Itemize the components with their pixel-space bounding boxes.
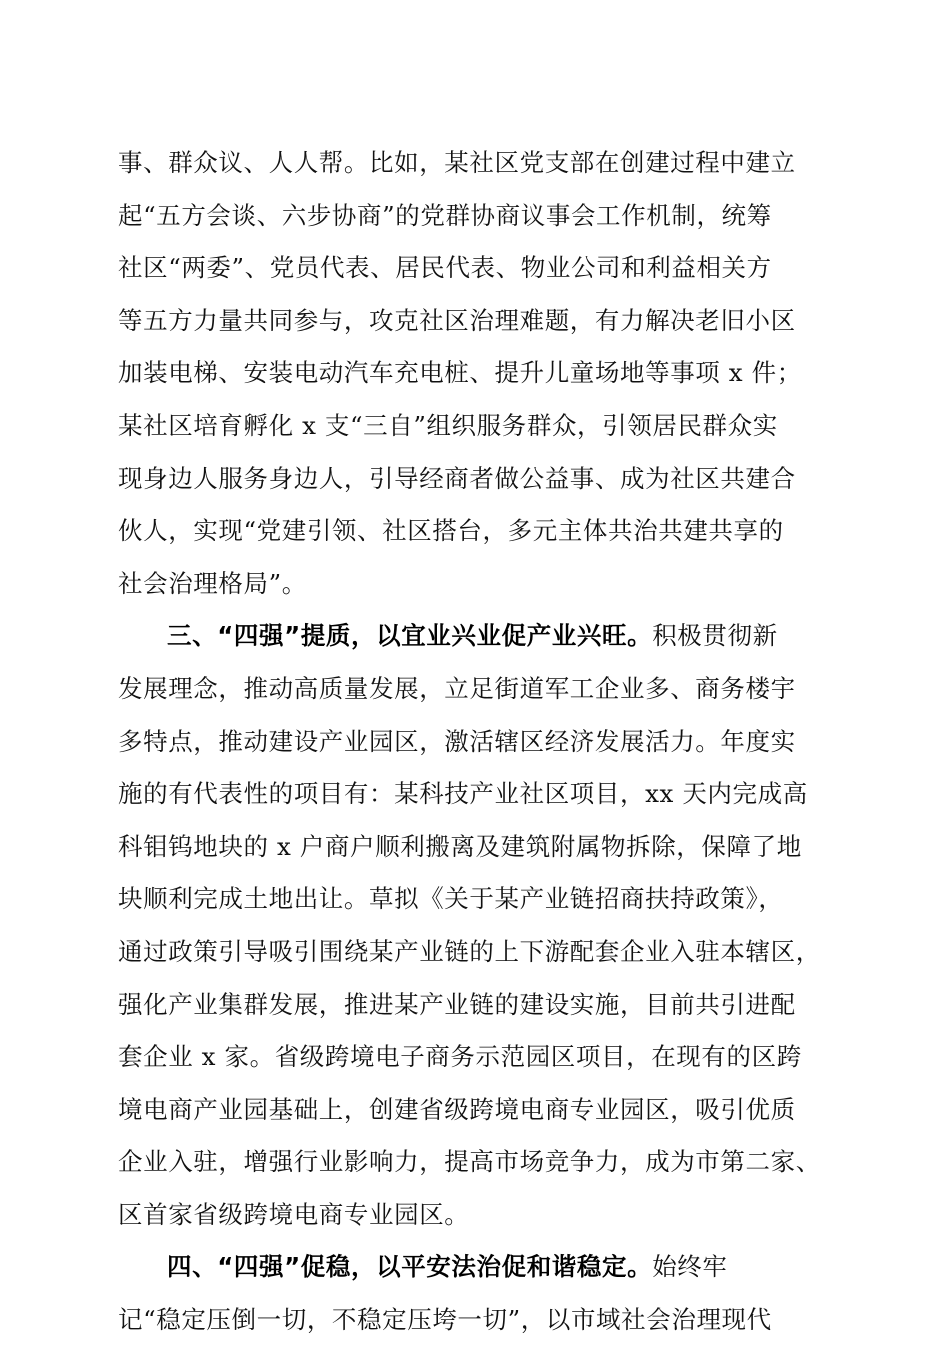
text-line: 伙人，实现“党建引领、社区搭台，多元主体共治共建共享的 [118,516,784,546]
text-line: 境电商产业园基础上，创建省级跨境电商专业园区，吸引优质 [118,1094,796,1124]
text-line: 施的有代表性的项目有：某科技产业社区项目，xx 天内完成高 [118,779,808,809]
text-line: 现身边人服务身边人，引导经商者做公益事、成为社区共建合 [118,463,796,493]
section-4-first-line [118,1241,838,1294]
text-line: 事、群众议、人人帮。比如，某社区党支部在创建过程中建立 [118,148,796,177]
section-3-first-line-text: 积极贯彻新 [652,621,778,651]
text-line: 起“五方会谈、六步协商”的党群协商议事会工作机制，统筹 [118,200,772,230]
text-line: 等五方力量共同参与，攻克社区治理难题，有力解决老旧小区 [118,305,796,335]
text-line: 套企业 x 家。省级跨境电子商务示范园区项目，在现有的区跨 [118,1042,802,1072]
section-3-first-line [118,610,838,663]
text-line: 企业入驻，增强行业影响力，提高市场竞争力，成为市第二家、 [118,1147,821,1177]
text-line: 多特点，推动建设产业园区，激活辖区经济发展活力。年度实 [118,726,796,756]
text-line: 区首家省级跨境电商专业园区。 [118,1199,470,1229]
text-line: 社区“两委”、党员代表、居民代表、物业公司和利益相关方 [118,253,772,283]
text-line: 科钼钨地块的 x 户商户顺利搬离及建筑附属物拆除，保障了地 [118,831,802,861]
text-line: 某社区培育孵化 x 支“三自”组织服务群众，引领居民群众实 [118,410,778,440]
text-line: 社会治理格局”。 [118,568,307,598]
section-4-first-line-text: 始终牢 [652,1252,728,1282]
text-line: 通过政策引导吸引围绕某产业链的上下游配套企业入驻本辖区， [118,936,821,966]
text-line: 加装电梯、安装电动汽车充电桩、提升儿童场地等事项 x 件； [118,358,802,388]
text-line: 块顺利完成土地出让。草拟《关于某产业链招商扶持政策》， [118,884,784,914]
section-3-heading: 三、“四强”提质，以宜业兴业促产业兴旺。 [167,621,653,651]
body-text [118,137,838,1347]
text-line: 强化产业集群发展，推进某产业链的建设实施，目前共引进配 [118,989,796,1019]
section-4-heading: 四、“四强”促稳，以平安法治促和谐稳定。 [167,1252,653,1282]
text-line: 记“稳定压倒一切，不稳定压垮一切”，以市域社会治理现代 [118,1305,772,1335]
text-line: 发展理念，推动高质量发展，立足街道军工企业多、商务楼宇 [118,673,796,703]
